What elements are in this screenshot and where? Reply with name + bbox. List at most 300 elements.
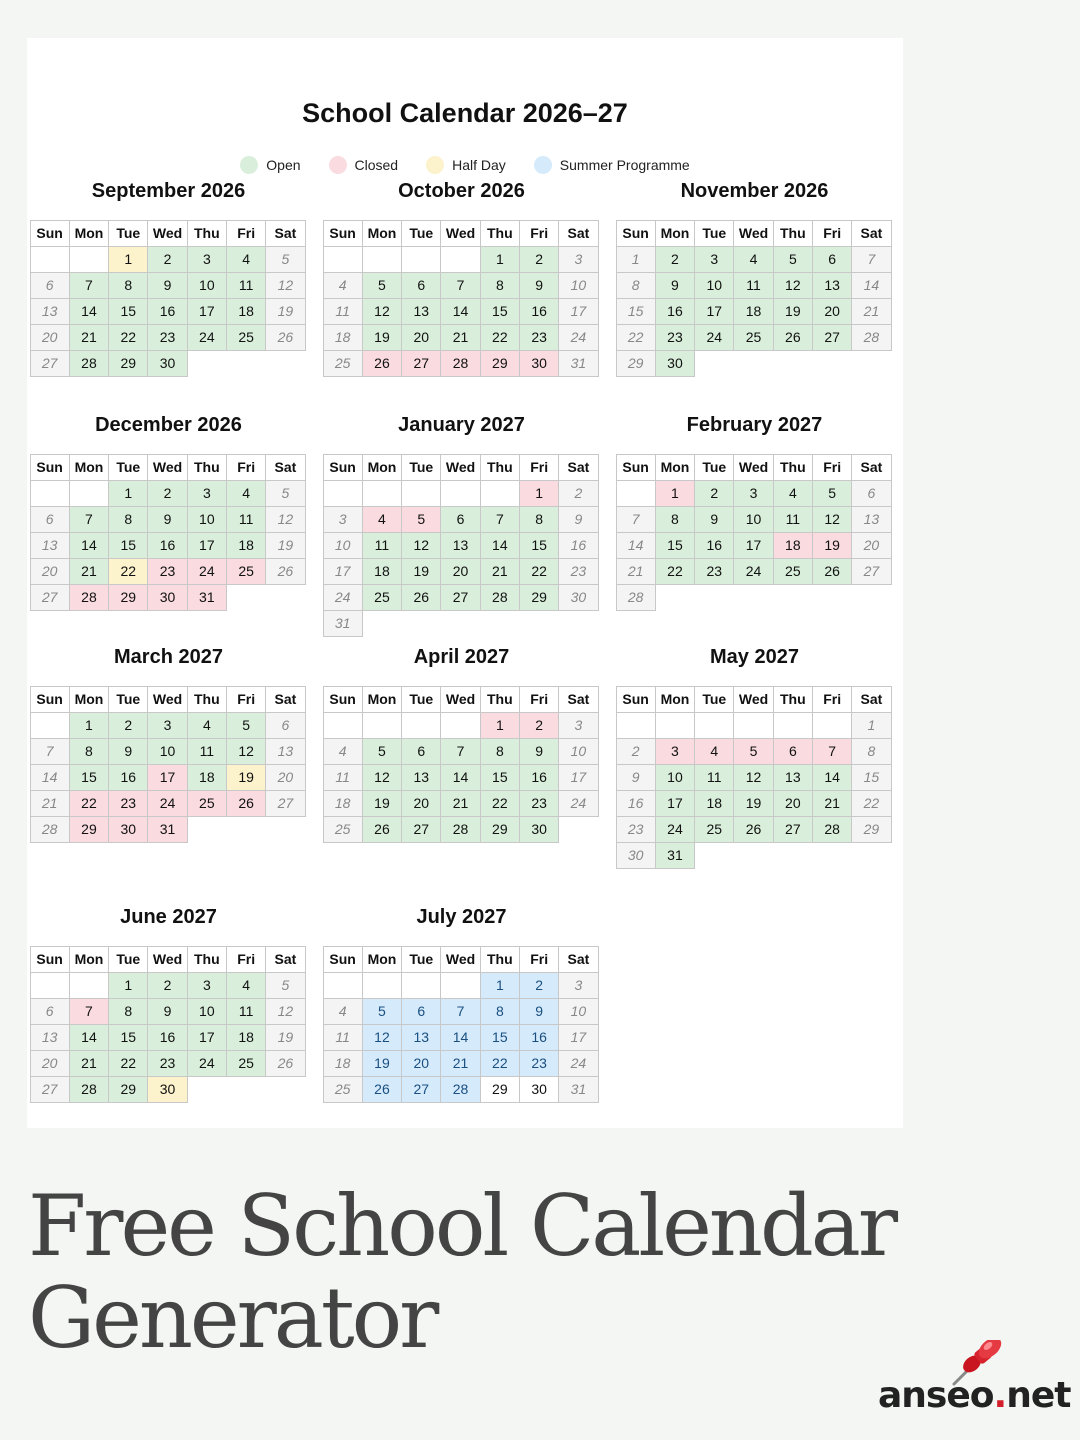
day-cell[interactable]: 5	[362, 998, 402, 1025]
day-cell[interactable]: 23	[519, 1050, 559, 1077]
day-cell[interactable]: 9	[616, 764, 656, 791]
day-cell[interactable]: 16	[108, 764, 148, 791]
day-cell[interactable]: 9	[519, 738, 559, 765]
day-cell[interactable]: 7	[69, 506, 109, 533]
day-cell[interactable]: 25	[323, 350, 363, 377]
day-cell[interactable]: 22	[655, 558, 695, 585]
day-cell[interactable]: 9	[655, 272, 695, 299]
day-cell[interactable]: 14	[812, 764, 852, 791]
day-cell[interactable]: 10	[187, 998, 227, 1025]
day-cell[interactable]: 19	[226, 764, 266, 791]
day-cell[interactable]: 23	[147, 1050, 187, 1077]
day-cell[interactable]: 27	[401, 350, 441, 377]
day-cell[interactable]: 6	[401, 998, 441, 1025]
day-cell[interactable]: 29	[108, 350, 148, 377]
day-cell[interactable]: 21	[69, 324, 109, 351]
day-cell[interactable]: 4	[323, 738, 363, 765]
day-cell[interactable]: 30	[616, 842, 656, 869]
day-cell[interactable]: 15	[851, 764, 891, 791]
day-cell[interactable]: 9	[519, 272, 559, 299]
day-cell[interactable]: 8	[616, 272, 656, 299]
day-cell[interactable]: 25	[187, 790, 227, 817]
day-cell[interactable]: 24	[187, 558, 227, 585]
day-cell[interactable]: 17	[558, 298, 598, 325]
day-cell[interactable]: 4	[733, 246, 773, 273]
day-cell[interactable]: 28	[440, 1076, 480, 1103]
day-cell[interactable]: 19	[362, 1050, 402, 1077]
day-cell[interactable]: 25	[323, 816, 363, 843]
day-cell[interactable]: 23	[694, 558, 734, 585]
day-cell[interactable]: 15	[616, 298, 656, 325]
day-cell[interactable]: 7	[812, 738, 852, 765]
day-cell[interactable]: 5	[773, 246, 813, 273]
day-cell[interactable]: 14	[69, 1024, 109, 1051]
day-cell[interactable]: 3	[694, 246, 734, 273]
day-cell[interactable]: 23	[519, 790, 559, 817]
day-cell[interactable]: 2	[519, 712, 559, 739]
day-cell[interactable]: 7	[440, 272, 480, 299]
day-cell[interactable]: 21	[480, 558, 520, 585]
day-cell[interactable]: 31	[323, 610, 363, 637]
day-cell[interactable]: 14	[851, 272, 891, 299]
day-cell[interactable]: 22	[480, 324, 520, 351]
day-cell[interactable]: 27	[30, 584, 70, 611]
day-cell[interactable]: 30	[147, 584, 187, 611]
day-cell[interactable]: 12	[362, 298, 402, 325]
day-cell[interactable]: 12	[733, 764, 773, 791]
day-cell[interactable]: 24	[733, 558, 773, 585]
day-cell[interactable]: 7	[616, 506, 656, 533]
day-cell[interactable]: 11	[226, 998, 266, 1025]
day-cell[interactable]: 25	[323, 1076, 363, 1103]
day-cell[interactable]: 5	[362, 272, 402, 299]
day-cell[interactable]: 1	[108, 480, 148, 507]
day-cell[interactable]: 28	[812, 816, 852, 843]
day-cell[interactable]: 29	[519, 584, 559, 611]
day-cell[interactable]: 6	[30, 506, 70, 533]
day-cell[interactable]: 13	[401, 298, 441, 325]
day-cell[interactable]: 2	[147, 480, 187, 507]
day-cell[interactable]: 22	[69, 790, 109, 817]
day-cell[interactable]: 17	[694, 298, 734, 325]
day-cell[interactable]: 17	[187, 532, 227, 559]
day-cell[interactable]: 16	[519, 764, 559, 791]
day-cell[interactable]: 22	[108, 558, 148, 585]
day-cell[interactable]: 21	[30, 790, 70, 817]
day-cell[interactable]: 23	[108, 790, 148, 817]
day-cell[interactable]: 7	[69, 998, 109, 1025]
day-cell[interactable]: 30	[519, 350, 559, 377]
day-cell[interactable]: 29	[480, 816, 520, 843]
day-cell[interactable]: 18	[362, 558, 402, 585]
day-cell[interactable]: 22	[480, 790, 520, 817]
day-cell[interactable]: 3	[187, 480, 227, 507]
day-cell[interactable]: 2	[694, 480, 734, 507]
day-cell[interactable]: 22	[480, 1050, 520, 1077]
day-cell[interactable]: 13	[773, 764, 813, 791]
day-cell[interactable]: 16	[519, 298, 559, 325]
day-cell[interactable]: 26	[362, 816, 402, 843]
day-cell[interactable]: 17	[558, 1024, 598, 1051]
day-cell[interactable]: 3	[323, 506, 363, 533]
day-cell[interactable]: 10	[558, 998, 598, 1025]
day-cell[interactable]: 18	[226, 298, 266, 325]
day-cell[interactable]: 2	[519, 972, 559, 999]
day-cell[interactable]: 15	[519, 532, 559, 559]
day-cell[interactable]: 1	[519, 480, 559, 507]
day-cell[interactable]: 15	[480, 764, 520, 791]
day-cell[interactable]: 12	[265, 998, 305, 1025]
day-cell[interactable]: 31	[558, 1076, 598, 1103]
day-cell[interactable]: 11	[694, 764, 734, 791]
day-cell[interactable]: 5	[812, 480, 852, 507]
day-cell[interactable]: 8	[519, 506, 559, 533]
day-cell[interactable]: 21	[440, 324, 480, 351]
day-cell[interactable]: 2	[147, 972, 187, 999]
day-cell[interactable]: 19	[362, 790, 402, 817]
day-cell[interactable]: 29	[108, 1076, 148, 1103]
day-cell[interactable]: 28	[69, 1076, 109, 1103]
day-cell[interactable]: 28	[480, 584, 520, 611]
day-cell[interactable]: 1	[851, 712, 891, 739]
day-cell[interactable]: 17	[187, 298, 227, 325]
day-cell[interactable]: 29	[480, 1076, 520, 1103]
day-cell[interactable]: 1	[108, 246, 148, 273]
day-cell[interactable]: 10	[655, 764, 695, 791]
day-cell[interactable]: 13	[30, 1024, 70, 1051]
day-cell[interactable]: 14	[69, 298, 109, 325]
day-cell[interactable]: 21	[440, 790, 480, 817]
day-cell[interactable]: 24	[187, 1050, 227, 1077]
day-cell[interactable]: 17	[558, 764, 598, 791]
day-cell[interactable]: 20	[265, 764, 305, 791]
day-cell[interactable]: 6	[401, 272, 441, 299]
day-cell[interactable]: 4	[226, 246, 266, 273]
day-cell[interactable]: 29	[480, 350, 520, 377]
day-cell[interactable]: 11	[323, 764, 363, 791]
day-cell[interactable]: 25	[733, 324, 773, 351]
day-cell[interactable]: 31	[187, 584, 227, 611]
day-cell[interactable]: 7	[30, 738, 70, 765]
day-cell[interactable]: 3	[558, 246, 598, 273]
day-cell[interactable]: 30	[147, 1076, 187, 1103]
day-cell[interactable]: 9	[147, 998, 187, 1025]
day-cell[interactable]: 25	[226, 324, 266, 351]
day-cell[interactable]: 11	[226, 272, 266, 299]
day-cell[interactable]: 6	[265, 712, 305, 739]
day-cell[interactable]: 7	[440, 738, 480, 765]
day-cell[interactable]: 11	[773, 506, 813, 533]
day-cell[interactable]: 31	[558, 350, 598, 377]
day-cell[interactable]: 12	[362, 764, 402, 791]
day-cell[interactable]: 9	[519, 998, 559, 1025]
day-cell[interactable]: 18	[226, 532, 266, 559]
day-cell[interactable]: 20	[30, 558, 70, 585]
day-cell[interactable]: 23	[147, 324, 187, 351]
day-cell[interactable]: 15	[108, 298, 148, 325]
day-cell[interactable]: 1	[616, 246, 656, 273]
day-cell[interactable]: 8	[851, 738, 891, 765]
day-cell[interactable]: 26	[401, 584, 441, 611]
day-cell[interactable]: 30	[519, 816, 559, 843]
day-cell[interactable]: 20	[851, 532, 891, 559]
day-cell[interactable]: 7	[480, 506, 520, 533]
day-cell[interactable]: 15	[108, 532, 148, 559]
day-cell[interactable]: 6	[851, 480, 891, 507]
day-cell[interactable]: 1	[69, 712, 109, 739]
day-cell[interactable]: 3	[187, 972, 227, 999]
day-cell[interactable]: 13	[30, 532, 70, 559]
day-cell[interactable]: 2	[147, 246, 187, 273]
day-cell[interactable]: 25	[694, 816, 734, 843]
day-cell[interactable]: 16	[519, 1024, 559, 1051]
day-cell[interactable]: 20	[401, 324, 441, 351]
day-cell[interactable]: 8	[108, 506, 148, 533]
day-cell[interactable]: 27	[851, 558, 891, 585]
day-cell[interactable]: 6	[30, 998, 70, 1025]
day-cell[interactable]: 7	[69, 272, 109, 299]
day-cell[interactable]: 12	[812, 506, 852, 533]
day-cell[interactable]: 31	[655, 842, 695, 869]
day-cell[interactable]: 24	[694, 324, 734, 351]
day-cell[interactable]: 3	[187, 246, 227, 273]
day-cell[interactable]: 17	[187, 1024, 227, 1051]
day-cell[interactable]: 18	[226, 1024, 266, 1051]
day-cell[interactable]: 24	[558, 1050, 598, 1077]
day-cell[interactable]: 2	[108, 712, 148, 739]
day-cell[interactable]: 9	[694, 506, 734, 533]
day-cell[interactable]: 17	[323, 558, 363, 585]
day-cell[interactable]: 8	[69, 738, 109, 765]
day-cell[interactable]: 30	[519, 1076, 559, 1103]
day-cell[interactable]: 13	[30, 298, 70, 325]
day-cell[interactable]: 25	[226, 558, 266, 585]
day-cell[interactable]: 11	[187, 738, 227, 765]
day-cell[interactable]: 4	[694, 738, 734, 765]
day-cell[interactable]: 26	[265, 324, 305, 351]
day-cell[interactable]: 21	[440, 1050, 480, 1077]
day-cell[interactable]: 22	[851, 790, 891, 817]
day-cell[interactable]: 1	[655, 480, 695, 507]
day-cell[interactable]: 22	[108, 1050, 148, 1077]
day-cell[interactable]: 24	[558, 790, 598, 817]
day-cell[interactable]: 26	[733, 816, 773, 843]
day-cell[interactable]: 22	[519, 558, 559, 585]
day-cell[interactable]: 29	[108, 584, 148, 611]
day-cell[interactable]: 20	[812, 298, 852, 325]
day-cell[interactable]: 12	[362, 1024, 402, 1051]
day-cell[interactable]: 5	[401, 506, 441, 533]
day-cell[interactable]: 9	[147, 272, 187, 299]
day-cell[interactable]: 19	[265, 1024, 305, 1051]
day-cell[interactable]: 26	[773, 324, 813, 351]
day-cell[interactable]: 18	[323, 790, 363, 817]
day-cell[interactable]: 13	[265, 738, 305, 765]
day-cell[interactable]: 10	[187, 272, 227, 299]
day-cell[interactable]: 28	[69, 350, 109, 377]
day-cell[interactable]: 28	[440, 816, 480, 843]
day-cell[interactable]: 3	[558, 972, 598, 999]
day-cell[interactable]: 28	[616, 584, 656, 611]
day-cell[interactable]: 26	[265, 558, 305, 585]
day-cell[interactable]: 15	[480, 298, 520, 325]
day-cell[interactable]: 28	[69, 584, 109, 611]
day-cell[interactable]: 6	[30, 272, 70, 299]
day-cell[interactable]: 16	[147, 532, 187, 559]
day-cell[interactable]: 2	[616, 738, 656, 765]
day-cell[interactable]: 25	[362, 584, 402, 611]
day-cell[interactable]: 15	[655, 532, 695, 559]
day-cell[interactable]: 20	[30, 324, 70, 351]
day-cell[interactable]: 12	[401, 532, 441, 559]
day-cell[interactable]: 14	[616, 532, 656, 559]
day-cell[interactable]: 19	[362, 324, 402, 351]
day-cell[interactable]: 20	[773, 790, 813, 817]
day-cell[interactable]: 16	[694, 532, 734, 559]
day-cell[interactable]: 26	[362, 1076, 402, 1103]
day-cell[interactable]: 25	[773, 558, 813, 585]
day-cell[interactable]: 11	[733, 272, 773, 299]
day-cell[interactable]: 28	[440, 350, 480, 377]
day-cell[interactable]: 26	[362, 350, 402, 377]
day-cell[interactable]: 9	[558, 506, 598, 533]
day-cell[interactable]: 19	[733, 790, 773, 817]
day-cell[interactable]: 20	[401, 790, 441, 817]
day-cell[interactable]: 2	[558, 480, 598, 507]
day-cell[interactable]: 19	[812, 532, 852, 559]
day-cell[interactable]: 21	[616, 558, 656, 585]
day-cell[interactable]: 12	[265, 506, 305, 533]
day-cell[interactable]: 8	[108, 272, 148, 299]
day-cell[interactable]: 11	[323, 1024, 363, 1051]
day-cell[interactable]: 6	[773, 738, 813, 765]
day-cell[interactable]: 15	[69, 764, 109, 791]
day-cell[interactable]: 26	[226, 790, 266, 817]
day-cell[interactable]: 27	[812, 324, 852, 351]
day-cell[interactable]: 30	[108, 816, 148, 843]
day-cell[interactable]: 19	[265, 532, 305, 559]
day-cell[interactable]: 5	[265, 480, 305, 507]
day-cell[interactable]: 15	[108, 1024, 148, 1051]
day-cell[interactable]: 1	[480, 246, 520, 273]
day-cell[interactable]: 27	[30, 1076, 70, 1103]
day-cell[interactable]: 14	[440, 298, 480, 325]
day-cell[interactable]: 10	[694, 272, 734, 299]
day-cell[interactable]: 19	[401, 558, 441, 585]
day-cell[interactable]: 16	[655, 298, 695, 325]
day-cell[interactable]: 5	[226, 712, 266, 739]
day-cell[interactable]: 29	[616, 350, 656, 377]
day-cell[interactable]: 25	[226, 1050, 266, 1077]
day-cell[interactable]: 18	[323, 1050, 363, 1077]
day-cell[interactable]: 5	[362, 738, 402, 765]
day-cell[interactable]: 15	[480, 1024, 520, 1051]
day-cell[interactable]: 30	[655, 350, 695, 377]
day-cell[interactable]: 18	[323, 324, 363, 351]
day-cell[interactable]: 26	[812, 558, 852, 585]
day-cell[interactable]: 1	[480, 972, 520, 999]
day-cell[interactable]: 6	[401, 738, 441, 765]
day-cell[interactable]: 4	[187, 712, 227, 739]
day-cell[interactable]: 5	[265, 972, 305, 999]
day-cell[interactable]: 10	[733, 506, 773, 533]
day-cell[interactable]: 14	[440, 764, 480, 791]
day-cell[interactable]: 14	[480, 532, 520, 559]
day-cell[interactable]: 17	[147, 764, 187, 791]
day-cell[interactable]: 18	[187, 764, 227, 791]
day-cell[interactable]: 3	[733, 480, 773, 507]
day-cell[interactable]: 24	[323, 584, 363, 611]
day-cell[interactable]: 24	[147, 790, 187, 817]
day-cell[interactable]: 22	[108, 324, 148, 351]
day-cell[interactable]: 4	[323, 998, 363, 1025]
day-cell[interactable]: 21	[812, 790, 852, 817]
day-cell[interactable]: 21	[69, 558, 109, 585]
day-cell[interactable]: 23	[655, 324, 695, 351]
day-cell[interactable]: 16	[558, 532, 598, 559]
day-cell[interactable]: 13	[401, 764, 441, 791]
day-cell[interactable]: 8	[480, 998, 520, 1025]
day-cell[interactable]: 4	[362, 506, 402, 533]
day-cell[interactable]: 17	[733, 532, 773, 559]
day-cell[interactable]: 31	[147, 816, 187, 843]
day-cell[interactable]: 5	[265, 246, 305, 273]
logo[interactable]	[878, 1375, 1070, 1416]
day-cell[interactable]: 20	[30, 1050, 70, 1077]
day-cell[interactable]: 8	[480, 272, 520, 299]
day-cell[interactable]: 26	[265, 1050, 305, 1077]
day-cell[interactable]: 6	[812, 246, 852, 273]
day-cell[interactable]: 8	[480, 738, 520, 765]
day-cell[interactable]: 10	[558, 738, 598, 765]
day-cell[interactable]: 12	[265, 272, 305, 299]
day-cell[interactable]: 16	[147, 298, 187, 325]
day-cell[interactable]: 6	[440, 506, 480, 533]
day-cell[interactable]: 9	[147, 506, 187, 533]
day-cell[interactable]: 27	[401, 816, 441, 843]
day-cell[interactable]: 13	[440, 532, 480, 559]
day-cell[interactable]: 4	[323, 272, 363, 299]
day-cell[interactable]: 22	[616, 324, 656, 351]
day-cell[interactable]: 1	[480, 712, 520, 739]
day-cell[interactable]: 10	[147, 738, 187, 765]
day-cell[interactable]: 13	[851, 506, 891, 533]
day-cell[interactable]: 3	[558, 712, 598, 739]
day-cell[interactable]: 18	[694, 790, 734, 817]
day-cell[interactable]: 23	[558, 558, 598, 585]
day-cell[interactable]: 19	[265, 298, 305, 325]
day-cell[interactable]: 14	[440, 1024, 480, 1051]
day-cell[interactable]: 12	[773, 272, 813, 299]
day-cell[interactable]: 4	[226, 480, 266, 507]
day-cell[interactable]: 13	[401, 1024, 441, 1051]
day-cell[interactable]: 3	[655, 738, 695, 765]
day-cell[interactable]: 8	[655, 506, 695, 533]
day-cell[interactable]: 2	[655, 246, 695, 273]
day-cell[interactable]: 23	[519, 324, 559, 351]
day-cell[interactable]: 4	[773, 480, 813, 507]
day-cell[interactable]: 14	[30, 764, 70, 791]
day-cell[interactable]: 3	[147, 712, 187, 739]
day-cell[interactable]: 10	[323, 532, 363, 559]
day-cell[interactable]: 28	[851, 324, 891, 351]
day-cell[interactable]: 23	[147, 558, 187, 585]
day-cell[interactable]: 27	[440, 584, 480, 611]
day-cell[interactable]: 7	[851, 246, 891, 273]
day-cell[interactable]: 18	[773, 532, 813, 559]
day-cell[interactable]: 27	[30, 350, 70, 377]
day-cell[interactable]: 27	[401, 1076, 441, 1103]
